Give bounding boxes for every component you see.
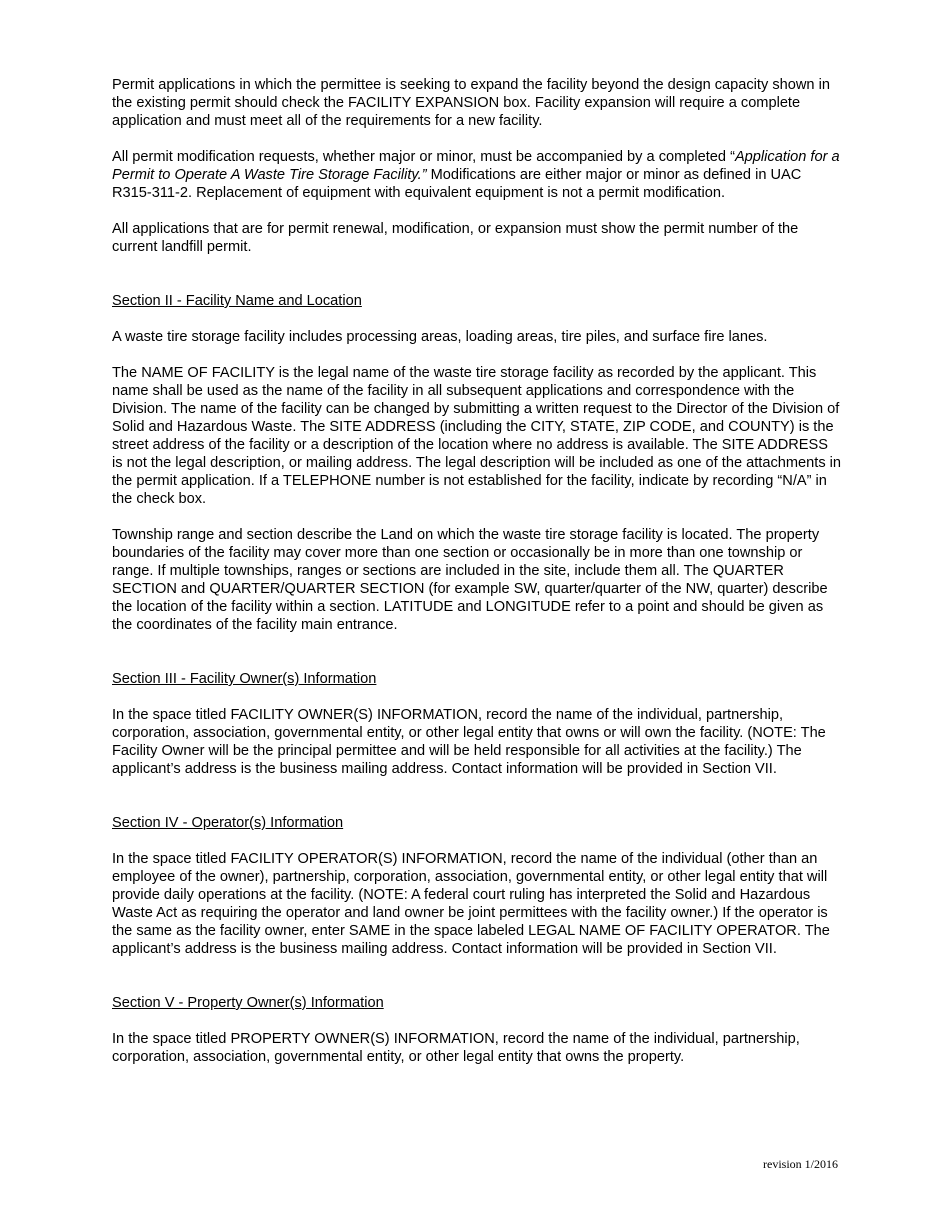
section-heading-property-owner: Section V - Property Owner(s) Information [112,995,384,1011]
paragraph-operator: In the space titled FACILITY OPERATOR(S) INFORMATION, record the name of the individual (other than an employee of the owner), partnership, corporation, association, governmental entity, or other legal entity that will provide daily operations at the facility. (NOTE: A federal court ruling has interpreted the Solid and Hazardous Waste Act as requiring the operator and land owner be joint permittees with the facility owner.) If the operator is the same as the facility owner, enter SAME in the space labeled LEGAL NAME OF FACILITY OPERATOR. The applicant’s address is the business mailing address. Contact information will be provided in Section VII. [112,851,830,957]
modification-text-end: Modifications are either major or minor as defined in UAC R315-311-2. Replacement of equipment with equivalent equipment is not a permit modification. [112,167,802,201]
application-title-italic: Application for a Permit to Operate A Waste Tire Storage Facility.” [112,149,840,183]
paragraph-permit-modification [112,148,842,202]
paragraph-facility-definition: A waste tire storage facility includes processing areas, loading areas, tire piles, and surface fire lanes. [112,329,768,345]
paragraph-facility-owner: In the space titled FACILITY OWNER(S) INFORMATION, record the name of the individual, partnership, corporation, association, governmental entity, or other legal entity that owns or will own the facility. (NOTE: The Facility Owner will be the principal permittee and will be held responsible for all activities at the facility.) The applicant’s address is the business mailing address. Contact information will be provided in Section VII. [112,707,826,777]
paragraph-property-owner: In the space titled PROPERTY OWNER(S) INFORMATION, record the name of the individual, partnership, corporation, association, governmental entity, or other legal entity that owns the property. [112,1031,800,1065]
paragraph-facility-expansion: Permit applications in which the permittee is seeking to expand the facility beyond the design capacity shown in the existing permit should check the FACILITY EXPANSION box. Facility expansion will require a complete application and must meet all of the requirements for a new facility. [112,77,830,129]
section-heading-facility-name-location: Section II - Facility Name and Location [112,293,362,309]
revision-footer: revision 1/2016 [763,1157,838,1171]
modification-text-start: All permit modification requests, whether major or minor, must be accompanied by a completed “ [112,149,735,165]
document-body [112,76,842,1066]
paragraph-township-range: Township range and section describe the Land on which the waste tire storage facility is located. The property boundaries of the facility may cover more than one section or occasionally be in more than one township or range. If multiple townships, ranges or sections are included in the site, include them all. The QUARTER SECTION and QUARTER/QUARTER SECTION (for example SW, quarter/quarter of the NW, quarter) describe the location of the facility within a section. LATITUDE and LONGITUDE refer to a point and should be given as the coordinates of the facility main entrance. [112,527,828,633]
paragraph-name-of-facility: The NAME OF FACILITY is the legal name of the waste tire storage facility as recorded by the applicant. This name shall be used as the name of the facility in all subsequent applications and correspondence with the Division. The name of the facility can be changed by submitting a written request to the Director of the Division of Solid and Hazardous Waste. The SITE ADDRESS (including the CITY, STATE, ZIP CODE, and COUNTY) is the street address of the facility or a description of the location where no address is available. The SITE ADDRESS is not the legal description, or mailing address. The legal description will be included as one of the attachments in the permit application. If a TELEPHONE number is not established for the facility, indicate by recording “N/A” in the check box. [112,365,842,507]
section-heading-operator: Section IV - Operator(s) Information [112,815,344,831]
paragraph-permit-number: All applications that are for permit renewal, modification, or expansion must show the permit number of the current landfill permit. [112,221,799,255]
section-heading-facility-owner: Section III - Facility Owner(s) Information [112,671,377,687]
